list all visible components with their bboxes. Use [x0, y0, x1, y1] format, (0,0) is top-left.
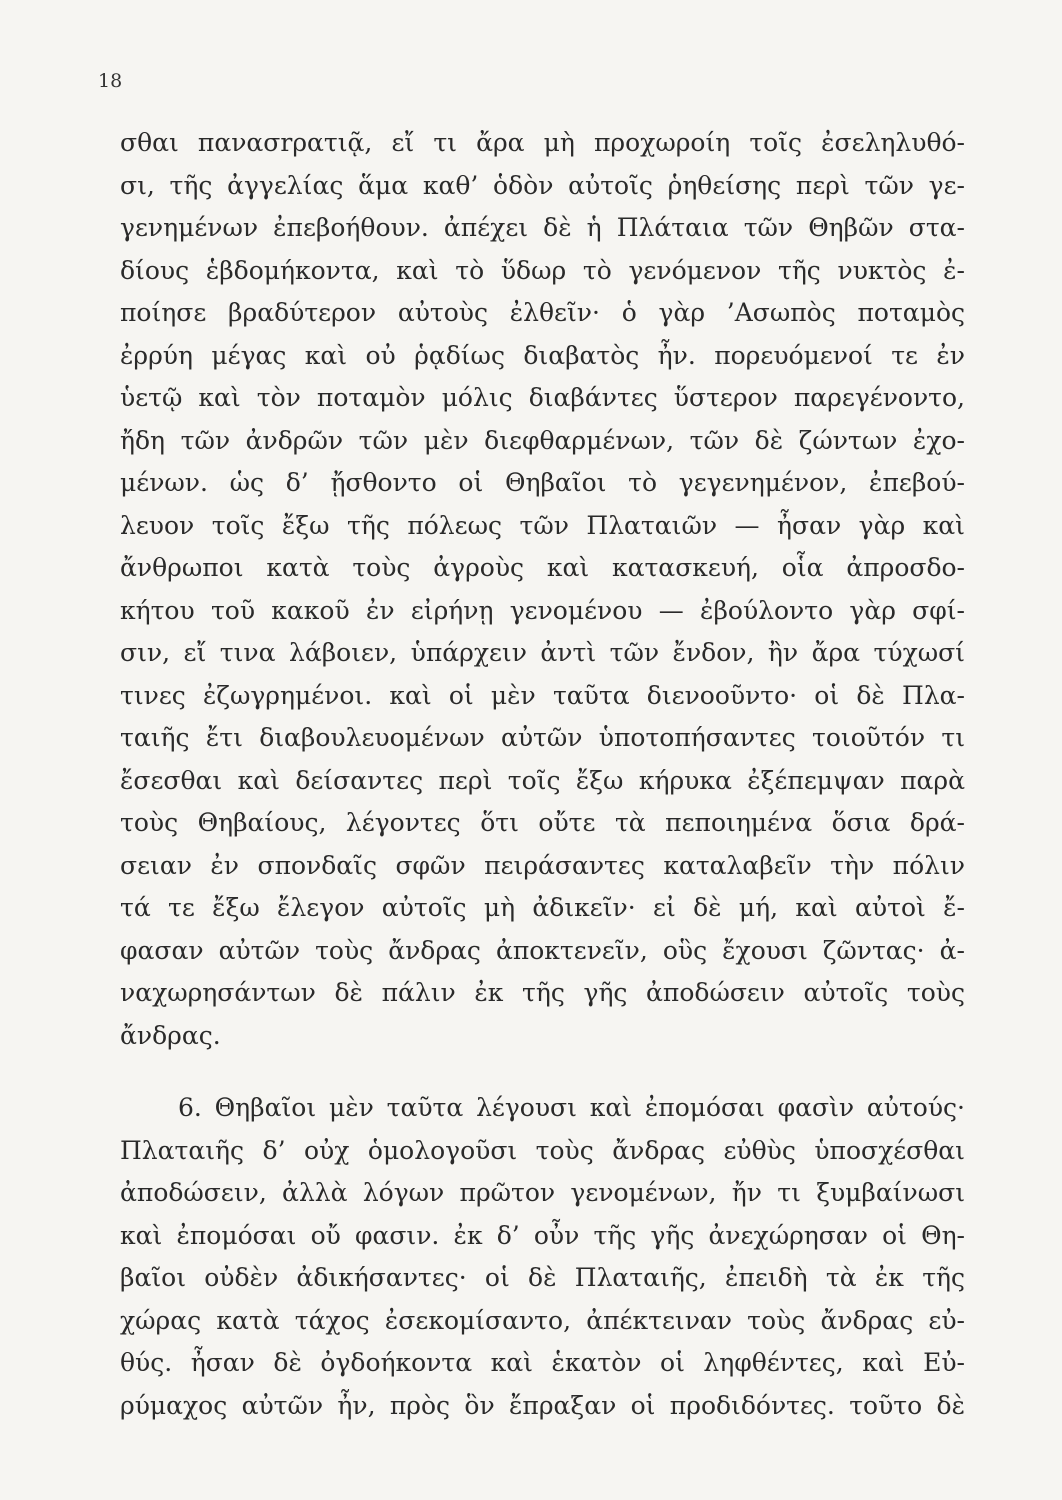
text-line: γενημένων ἐπεβοήθουν. ἀπέχει δὲ ἡ Πλάταια τῶν Θηβῶν στα- [120, 213, 965, 242]
text-line: σι, τῆς ἀγγελίας ἅμα καθ’ ὁδὸν αὐτοῖς ῥηθείσης περὶ τῶν γε- [120, 170, 965, 200]
greek-text-body [120, 122, 965, 1427]
text-line: τινες ἐζωγρημένοι. καὶ οἱ μὲν ταῦτα διενοοῦντο· οἱ δὲ Πλα- [120, 680, 965, 710]
text-line: σειαν ἐν σπονδαῖς σφῶν πειράσαντες καταλαβεῖν τὴν πόλιν [120, 850, 965, 880]
text-line: δίους ἑβδομήκοντα, καὶ τὸ ὕδωρ τὸ γενόμενον τῆς νυκτὸς ἐ- [120, 255, 965, 285]
text-line: φασαν αὐτῶν τοὺς ἄνδρας ἀποκτενεῖν, οὓς ἔχουσι ζῶντας· ἀ- [120, 935, 965, 965]
text-line: ἄνθρωποι κατὰ τοὺς ἀγροὺς καὶ κατασκευή, οἷα ἀπροσδο- [120, 553, 965, 582]
text-line: θύς. ἦσαν δὲ ὀγδοήκοντα καὶ ἑκατὸν οἱ ληφθέντες, καὶ Εὐ- [120, 1348, 965, 1377]
paragraph-1 [120, 122, 965, 1057]
text-line: ἤδη τῶν ἀνδρῶν τῶν μὲν διεφθαρμένων, τῶν δὲ ζώντων ἐχο- [120, 425, 965, 455]
paragraph-gap [120, 1057, 965, 1087]
text-line: κήτου τοῦ κακοῦ ἐν εἰρήνῃ γενομένου — ἐβούλοντο γὰρ σφί- [120, 595, 965, 625]
text-line: ἀποδώσειν, ἀλλὰ λόγων πρῶτον γενομένων, ἤν τι ξυμβαίνωσι [120, 1178, 965, 1207]
text-line: βαῖοι οὐδὲν ἀδικήσαντες· οἱ δὲ Πλαταιῆς, ἐπειδὴ τὰ ἐκ τῆς [120, 1263, 965, 1292]
text-line: τά τε ἔξω ἔλεγον αὐτοῖς μὴ ἀδικεῖν· εἰ δὲ μή, καὶ αὐτοὶ ἔ- [120, 893, 965, 922]
text-line: ναχωρησάντων δὲ πάλιν ἐκ τῆς γῆς ἀποδώσειν αὐτοῖς τοὺς [120, 978, 965, 1007]
text-line: τοὺς Θηβαίους, λέγοντες ὅτι οὔτε τὰ πεποιημένα ὅσια δρά- [120, 808, 965, 837]
text-line: ἔσεσθαι καὶ δείσαντες περὶ τοῖς ἔξω κήρυκα ἐξέπεμψαν παρὰ [120, 765, 965, 795]
text-line: σιν, εἴ τινα λάβοιεν, ὑπάρχειν ἀντὶ τῶν ἔνδον, ἢν ἄρα τύχωσί [120, 638, 965, 667]
text-line: ταιῆς ἔτι διαβουλευομένων αὐτῶν ὑποτοπήσαντες τοιοῦτόν τι [120, 723, 965, 752]
text-line: ὑετῷ καὶ τὸν ποταμὸν μόλις διαβάντες ὕστερον παρεγένοντο, [120, 383, 965, 412]
text-line: ἄνδρας. [120, 1020, 221, 1050]
text-line: ποίησε βραδύτερον αὐτοὺς ἐλθεῖν· ὁ γὰρ ’Ασωπὸς ποταμὸς [120, 298, 965, 327]
text-line: μένων. ὡς δ’ ᾔσθοντο οἱ Θηβαῖοι τὸ γεγενημένον, ἐπεβού- [120, 468, 965, 497]
paragraph-2 [120, 1087, 965, 1427]
text-line: Πλαταιῆς δ’ οὐχ ὁμολογοῦσι τοὺς ἄνδρας εὐθὺς ὑποσχέσθαι [120, 1135, 965, 1165]
text-line: καὶ ἐπομόσαι οὔ φασιν. ἐκ δ’ οὖν τῆς γῆς ἀνεχώρησαν οἱ Θη- [120, 1220, 965, 1250]
text-line: ρύμαχος αὐτῶν ἦν, πρὸς ὃν ἔπραξαν οἱ προδιδόντες. τοῦτο δὲ [120, 1390, 965, 1420]
page-number: 18 [98, 70, 123, 92]
text-line: 6. Θηβαῖοι μὲν ταῦτα λέγουσι καὶ ἐπομόσαι φασὶν αὐτούς· [178, 1093, 965, 1122]
text-line: ἐρρύη μέγας καὶ οὐ ῥᾳδίως διαβατὸς ἦν. πορευόμενοί τε ἐν [120, 340, 965, 370]
text-line: χώρας κατὰ τάχος ἐσεκομίσαντο, ἀπέκτειναν τοὺς ἄνδρας εὐ- [120, 1305, 965, 1335]
text-line: σθαι πανασrρατιᾷ, εἴ τι ἄρα μὴ προχωροίη τοῖς ἐσεληλυθό- [120, 128, 965, 157]
text-line: λευον τοῖς ἔξω τῆς πόλεως τῶν Πλαταιῶν — ἦσαν γὰρ καὶ [120, 510, 965, 540]
